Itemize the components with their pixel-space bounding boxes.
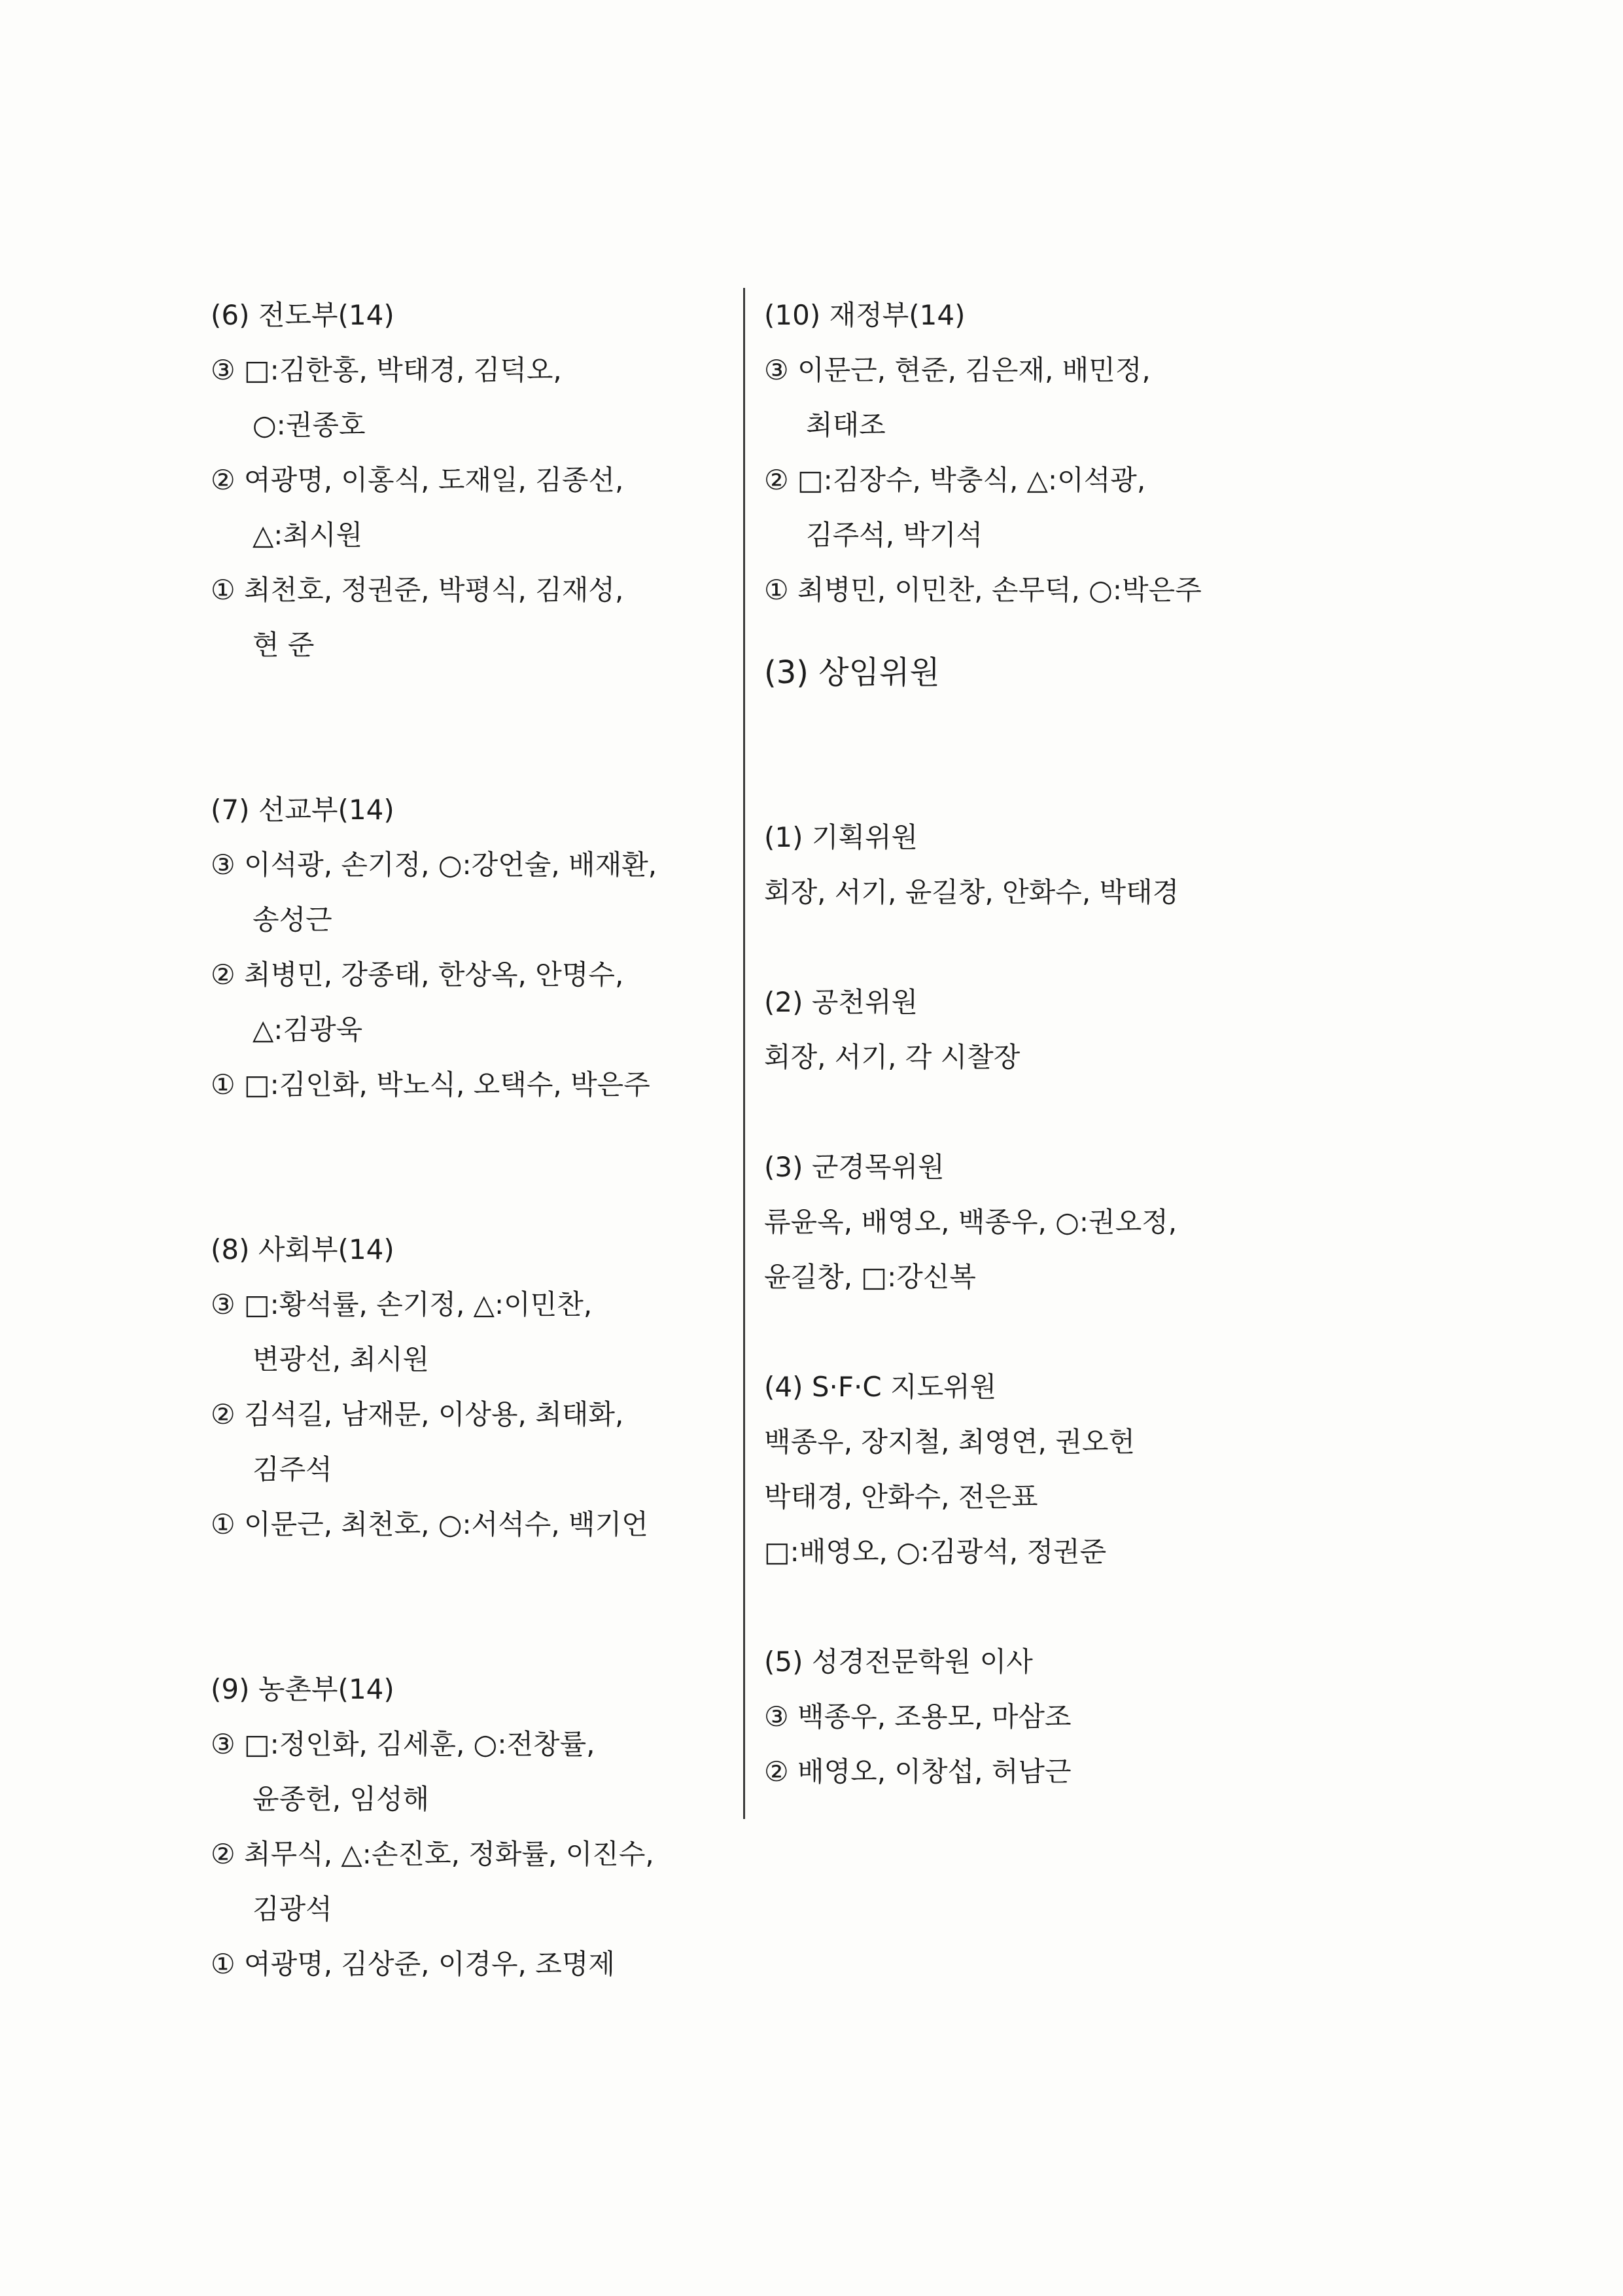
member-line: 류윤옥, 배영오, 백종우, ○:권오정,: [764, 1206, 1178, 1238]
right-column: [764, 288, 1287, 1799]
member-line: 변광선, 최시원: [253, 1343, 430, 1375]
column-divider: [743, 288, 745, 1819]
member-line: ② 김석길, 남재문, 이상용, 최태화,: [211, 1398, 624, 1430]
member-line: ③ □:황석률, 손기정, △:이민찬,: [211, 1288, 593, 1320]
committee-heading: (1) 기획위원: [764, 821, 918, 853]
section-heading: (8) 사회부(14): [211, 1233, 394, 1265]
member-line: ③ □:정인화, 김세훈, ○:전창률,: [211, 1728, 595, 1760]
committee-heading: (3) 군경목위원: [764, 1151, 945, 1183]
member-line: ③ □:김한홍, 박태경, 김덕오,: [211, 354, 562, 386]
member-line: ① 최천호, 정권준, 박평식, 김재성,: [211, 574, 624, 606]
member-line: △:김광욱: [253, 1014, 363, 1046]
member-line: ③ 이문근, 현준, 김은재, 배민정,: [764, 354, 1151, 386]
committee-heading: (5) 성경전문학원 이사: [764, 1646, 1033, 1678]
member-line: ② 여광명, 이홍식, 도재일, 김종선,: [211, 464, 624, 496]
member-line: ① 여광명, 김상준, 이경우, 조명제: [211, 1948, 615, 1980]
standing-committee-title: (3) 상임위원: [764, 654, 940, 691]
member-line: 김광석: [253, 1893, 332, 1925]
member-line: ② 최병민, 강종태, 한상옥, 안명수,: [211, 959, 624, 991]
member-line: ③ 이석광, 손기정, ○:강언술, 배재환,: [211, 849, 657, 881]
left-column: [211, 288, 734, 1992]
member-line: 회장, 서기, 각 시찰장: [764, 1041, 1021, 1073]
member-line: 윤길창, □:강신복: [764, 1261, 976, 1293]
committee-heading: (4) S·F·C 지도위원: [764, 1371, 997, 1403]
member-line: 백종우, 장지철, 최영연, 권오헌: [764, 1426, 1135, 1458]
committee-heading: (2) 공천위원: [764, 986, 918, 1018]
section-heading: (7) 선교부(14): [211, 794, 394, 826]
section-heading: (6) 전도부(14): [211, 299, 394, 331]
member-line: 김주석: [253, 1453, 332, 1485]
member-line: ① 최병민, 이민찬, 손무덕, ○:박은주: [764, 574, 1202, 606]
member-line: ○:권종호: [253, 409, 366, 441]
member-line: ① □:김인화, 박노식, 오택수, 박은주: [211, 1069, 650, 1101]
member-line: 현 준: [253, 629, 315, 661]
section-heading: (10) 재정부(14): [764, 299, 966, 331]
member-line: ③ 백종우, 조용모, 마삼조: [764, 1701, 1072, 1733]
member-line: 회장, 서기, 윤길창, 안화수, 박태경: [764, 876, 1179, 908]
member-line: ② 배영오, 이창섭, 허남근: [764, 1756, 1072, 1788]
member-line: 송성근: [253, 904, 332, 936]
member-line: ② 최무식, △:손진호, 정화률, 이진수,: [211, 1838, 654, 1870]
section-heading: (9) 농촌부(14): [211, 1673, 394, 1705]
member-line: 박태경, 안화수, 전은표: [764, 1481, 1038, 1513]
member-line: □:배영오, ○:김광석, 정권준: [764, 1536, 1107, 1568]
member-line: 최태조: [806, 409, 886, 441]
member-line: △:최시원: [253, 519, 363, 551]
member-line: 윤종헌, 임성해: [253, 1783, 430, 1815]
member-line: ② □:김장수, 박충식, △:이석광,: [764, 464, 1146, 496]
member-line: 김주석, 박기석: [806, 519, 983, 551]
member-line: ① 이문근, 최천호, ○:서석수, 백기언: [211, 1508, 648, 1540]
